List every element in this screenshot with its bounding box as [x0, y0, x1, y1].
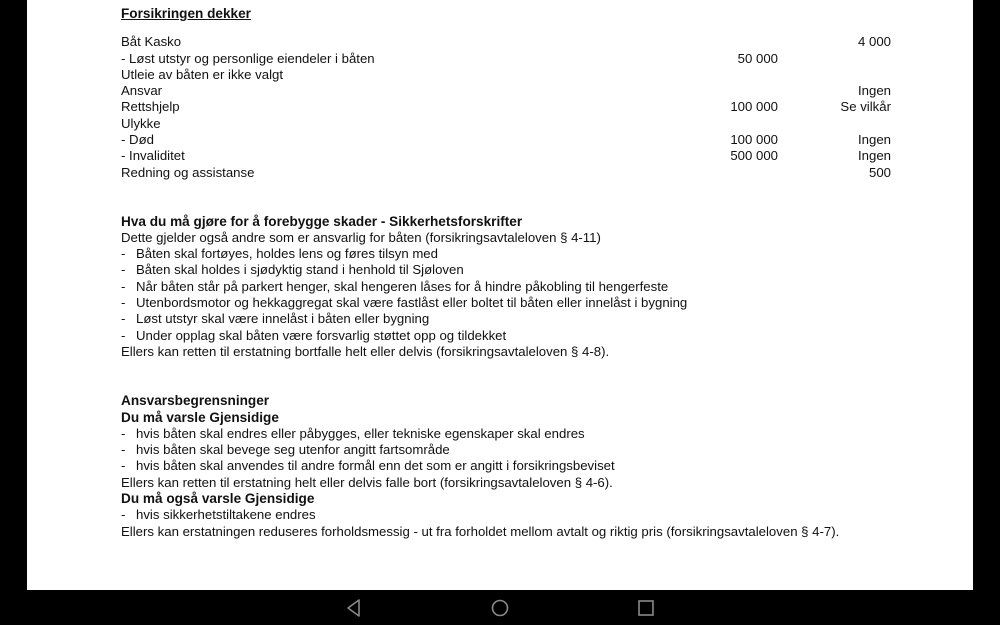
coverage-deductible: Ingen — [857, 132, 891, 148]
bullet-dash: - — [121, 507, 126, 523]
coverage-deductible: Se vilkår — [840, 99, 891, 115]
safety-title: Hva du må gjøre for å forebygge skader - Sikkerhetsforskrifter — [121, 213, 523, 229]
list-item-text: Under opplag skal båten være forsvarlig støttet opp og tildekket — [136, 327, 507, 343]
list-item-text: Når båten står på parkert henger, skal hengeren låses for å hindre påkobling til hengerfeste — [136, 278, 669, 294]
list-item — [121, 328, 901, 344]
list-item — [121, 295, 901, 311]
bullet-dash: - — [121, 295, 126, 311]
safety-outro: Ellers kan retten til erstatning bortfalle helt eller delvis (forsikringsavtaleloven § 4-8). — [121, 343, 610, 359]
coverage-label: Ansvar — [121, 83, 163, 99]
bullet-dash: - — [121, 458, 126, 474]
coverage-label: Ulykke — [121, 115, 161, 131]
coverage-label: Båt Kasko — [121, 34, 182, 50]
coverage-amount: 100 000 — [730, 99, 778, 115]
list-item — [121, 507, 901, 523]
limits-subheading-1: Du må varsle Gjensidige — [121, 409, 279, 425]
list-item — [121, 442, 901, 458]
recents-icon — [635, 597, 657, 619]
home-icon — [489, 597, 511, 619]
back-button[interactable] — [343, 597, 365, 619]
bullet-dash: - — [121, 425, 126, 441]
coverage-row — [121, 165, 901, 181]
bullet-dash: - — [121, 311, 126, 327]
limits-title: Ansvarsbegrensninger — [121, 393, 270, 409]
coverage-label: - Løst utstyr og personlige eiendeler i båten — [121, 50, 375, 66]
coverage-amount: 500 000 — [730, 148, 778, 164]
limits-subheading-2: Du må også varsle Gjensidige — [121, 491, 315, 507]
limits-outro-1: Ellers kan retten til erstatning helt eller delvis falle bort (forsikringsavtaleloven § 4-6). — [121, 474, 613, 490]
coverage-amount: 50 000 — [737, 50, 778, 66]
list-item-text: Båten skal fortøyes, holdes lens og føres tilsyn med — [136, 246, 438, 262]
list-item-text: Utenbordsmotor og hekkaggregat skal være fastlåst eller boltet til båten eller innelåst i bygning — [136, 295, 688, 311]
limits-list-2 — [121, 507, 901, 523]
navigation-bar — [0, 590, 1000, 625]
list-item-text: hvis båten skal bevege seg utenfor angitt fartsområde — [136, 442, 450, 458]
bullet-dash: - — [121, 278, 126, 294]
coverage-amount: 100 000 — [730, 132, 778, 148]
coverage-row — [121, 51, 901, 67]
bullet-dash: - — [121, 246, 126, 262]
coverage-deductible: 4 000 — [857, 34, 891, 50]
list-item-text: hvis sikkerhetstiltakene endres — [136, 507, 316, 523]
limits-list-1 — [121, 426, 901, 475]
document-content — [121, 6, 901, 540]
coverage-deductible: 500 — [868, 164, 891, 180]
safety-intro: Dette gjelder også andre som er ansvarlig for båten (forsikringsavtaleloven § 4-11) — [121, 229, 601, 245]
coverage-row — [121, 148, 901, 164]
coverage-label: Rettshjelp — [121, 99, 180, 115]
coverage-row — [121, 67, 901, 83]
safety-list — [121, 246, 901, 344]
list-item — [121, 311, 901, 327]
recents-button[interactable] — [635, 597, 657, 619]
bullet-dash: - — [121, 327, 126, 343]
coverage-row — [121, 83, 901, 99]
coverage-label: Redning og assistanse — [121, 164, 255, 180]
list-item — [121, 279, 901, 295]
list-item — [121, 262, 901, 278]
document-page — [27, 0, 973, 590]
bullet-dash: - — [121, 442, 126, 458]
bullet-dash: - — [121, 262, 126, 278]
list-item-text: hvis båten skal endres eller påbygges, eller tekniske egenskaper skal endres — [136, 425, 585, 441]
coverage-row — [121, 99, 901, 115]
list-item-text: hvis båten skal anvendes til andre formål enn det som er angitt i forsikringsbeviset — [136, 458, 615, 474]
limits-outro-2: Ellers kan erstatningen reduseres forholdsmessig - ut fra forholdet mellom avtalt og riktig pris (forsikringsavtaleloven § 4-7). — [121, 523, 840, 539]
coverage-row — [121, 132, 901, 148]
coverage-deductible: Ingen — [857, 148, 891, 164]
list-item-text: Båten skal holdes i sjødyktig stand i henhold til Sjøloven — [136, 262, 464, 278]
coverage-row — [121, 34, 901, 50]
coverage-title: Forsikringen dekker — [121, 6, 251, 21]
coverage-row — [121, 116, 901, 132]
coverage-label: - Invaliditet — [121, 148, 185, 164]
back-icon — [343, 597, 365, 619]
list-item-text: Løst utstyr skal være innelåst i båten eller bygning — [136, 311, 430, 327]
list-item — [121, 458, 901, 474]
home-button[interactable] — [489, 597, 511, 619]
list-item — [121, 426, 901, 442]
coverage-table — [121, 34, 901, 181]
coverage-label: Utleie av båten er ikke valgt — [121, 66, 283, 82]
list-item — [121, 246, 901, 262]
coverage-label: - Død — [121, 132, 154, 148]
coverage-deductible: Ingen — [857, 83, 891, 99]
